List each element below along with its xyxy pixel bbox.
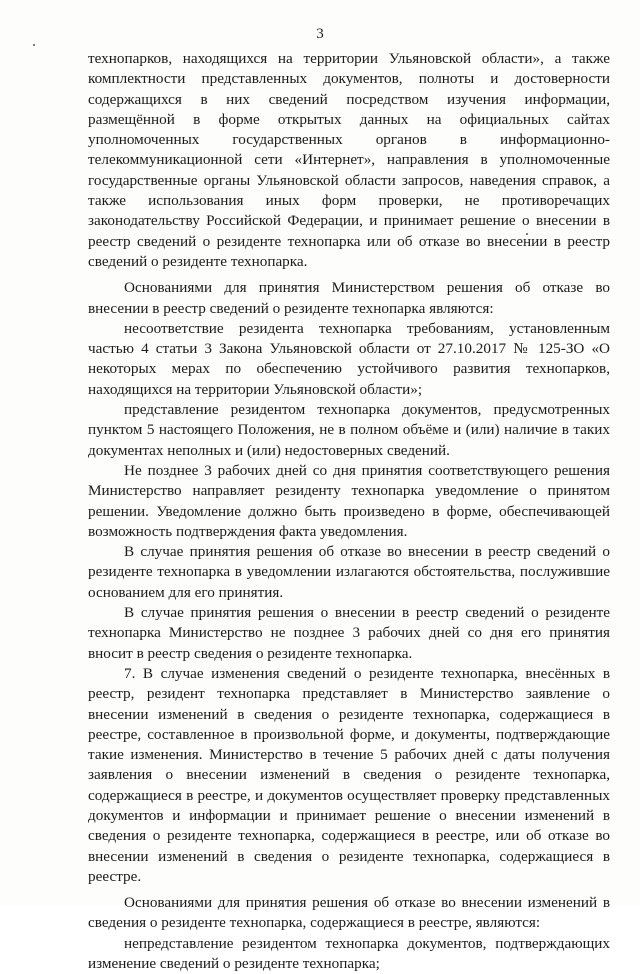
paragraph-refusal-notification: В случае принятия решения об отказе во внесении в реестр сведений о резиденте технопарка в уведомлении излагаются обстоятельства, послужившие основанием для его принятия. bbox=[88, 543, 610, 601]
paragraph-notification-deadline: Не позднее 3 рабочих дней со дня принятия соответствующего решения Министерство направляет резиденту технопарка уведомление о принятом решении. Уведомление должно быть произведено в форме, обеспечивающей возможность подтверждения факта уведомления. bbox=[88, 461, 610, 540]
page-number: 3 bbox=[316, 26, 324, 42]
paragraph-continuation: технопарков, находящихся на территории Ульяновской области», а также комплектности представленных документов, полноты и достоверности содержащихся в них сведений посредством изучения информации, размещённой в форме открытых данных на официальных сайтах уполномоченных государственных органов в информационно-телекоммуникационной сети «Интернет», направления в уполномоченные государственные органы Ульяновской области запросов, наведения справок, а также использования иных форм проверки, не противоречащих законодательству Российской Федерации, и принимает решение о внесении в реестр сведений о резиденте технопарка или об отказе во внесении в реестр сведений о резиденте технопарка. bbox=[88, 50, 610, 270]
paragraph-ground-incomplete-documents: представление резидентом технопарка документов, предусмотренных пунктом 5 настоящего Положения, не в полном объёме и (или) наличие в таких документах неполных и (или) недостоверных сведений. bbox=[88, 401, 610, 459]
paragraph-refusal-grounds-intro: Основаниями для принятия Министерством решения об отказе во внесении в реестр сведений о резиденте технопарка являются: bbox=[88, 279, 610, 317]
paragraph-ground-nonconformity: несоответствие резидента технопарка требованиям, установленным частью 4 статьи 3 Закона Ульяновской области от 27.10.2017 № 125-ЗО «О некоторых мерах по обеспечению устойчивого развития технопарков, находящихся на территории Ульяновской области»; bbox=[88, 319, 610, 398]
paragraph-item-7-changes: 7. В случае изменения сведений о резиденте технопарка, внесённых в реестр, резидент технопарка представляет в Министерство заявление о внесении изменений в сведения о резиденте технопарка, содержащиеся в реестре, составленное в произвольной форме, и документы, подтверждающие такие изменения. Министерство в течение 5 рабочих дней с даты получения заявления о внесении изменений в сведения о резиденте технопарка, содержащиеся в реестре, и документов осуществляет проверку представленных документов и информации и принимает решение о внесении изменений в сведения о резиденте технопарка, содержащиеся в реестре, или об отказе во внесении изменений в сведения о резиденте технопарка, содержащиеся в реестре. bbox=[88, 664, 610, 885]
paragraph-change-refusal-grounds-intro: Основаниями для принятия решения об отказе во внесении изменений в сведения о резиденте технопарка, содержащиеся в реестре, являются: bbox=[88, 894, 610, 932]
paragraph-registry-entry: В случае принятия решения о внесении в реестр сведений о резиденте технопарка Министерство не позднее 3 рабочих дней со дня его принятия вносит в реестр сведения о резиденте технопарка. bbox=[88, 604, 610, 662]
paragraph-ground-missing-documents: непредставление резидентом технопарка документов, подтверждающих изменение сведений о резиденте технопарка; bbox=[88, 934, 610, 973]
document-body bbox=[88, 49, 610, 974]
scan-speck bbox=[33, 44, 35, 46]
